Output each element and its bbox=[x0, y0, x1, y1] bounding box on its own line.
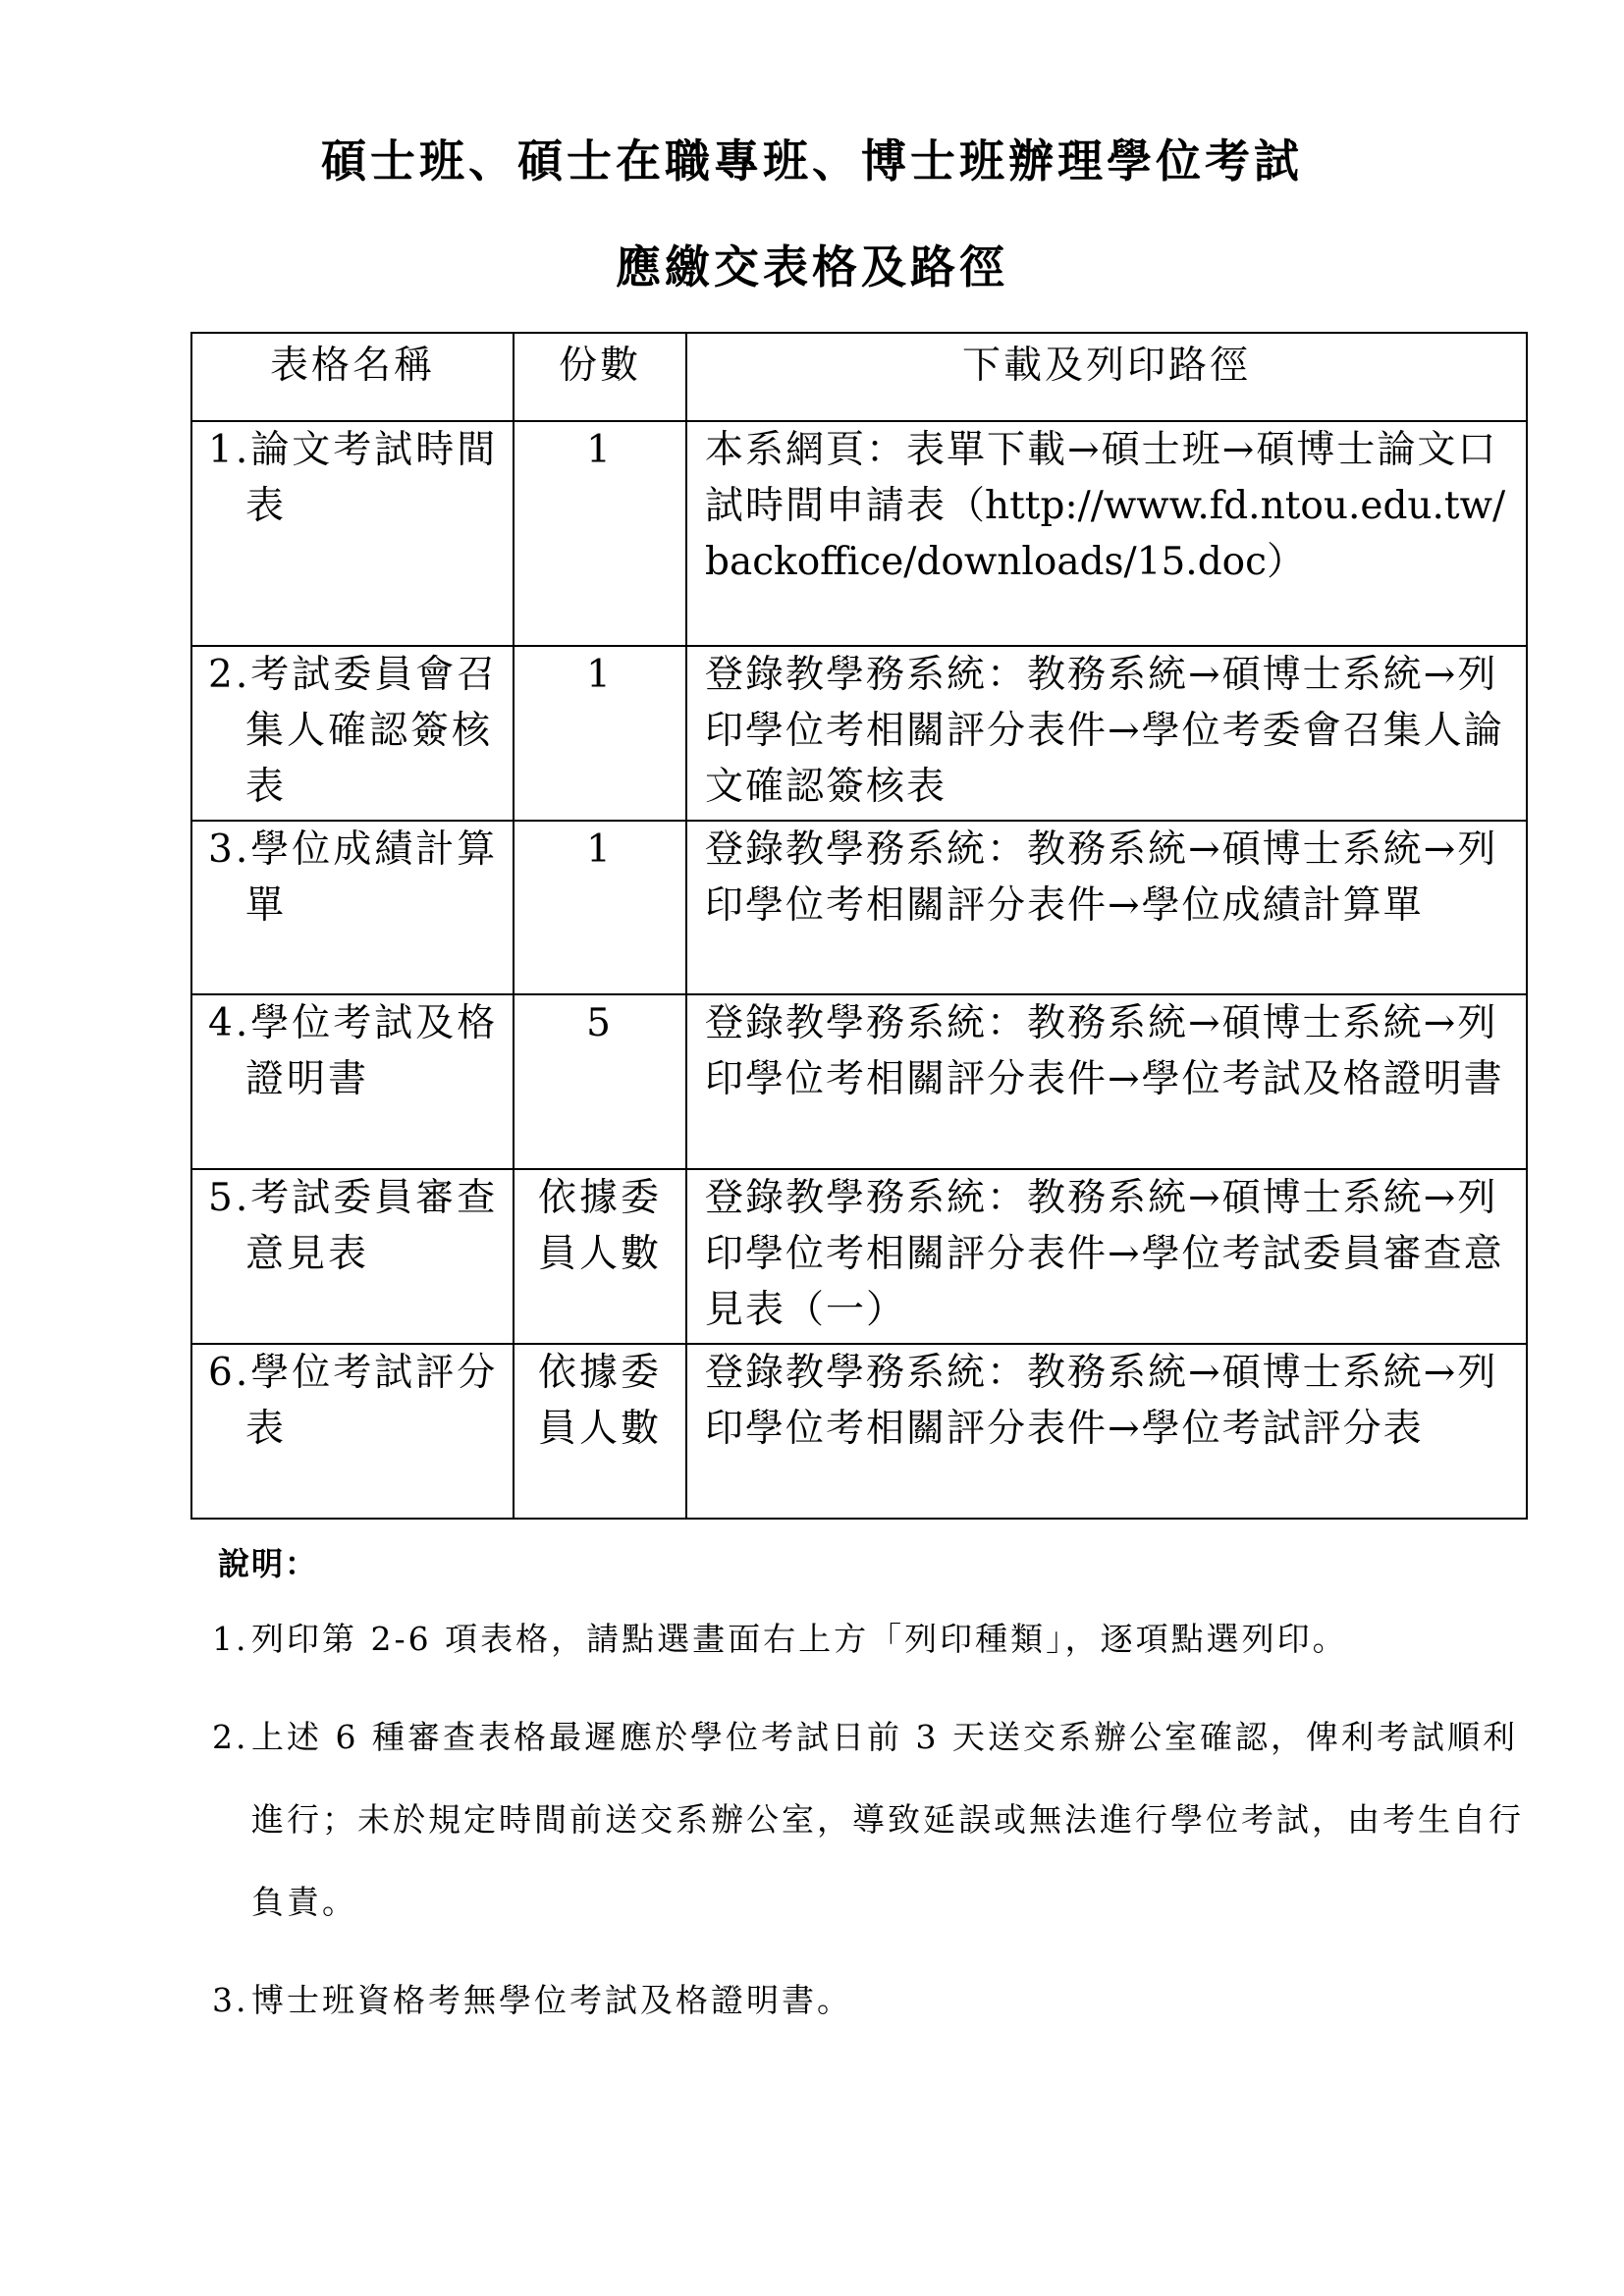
header-form-name: 表格名稱 bbox=[191, 333, 514, 421]
table-row bbox=[191, 1169, 1527, 1344]
form-name-cell bbox=[191, 821, 514, 994]
download-url: （http://www.fd.ntou.edu.tw/backoffice/downloads/15.doc） bbox=[705, 484, 1506, 584]
note-text: 上述 6 種審查表格最遲應於學位考試日前 3 天送交系辦公室確認，俾利考試順利進行；未於規定時間前送交系辦公室，導致延誤或無法進行學位考試，由考生自行負責。 bbox=[251, 1718, 1524, 1921]
table-row bbox=[191, 821, 1527, 994]
copies-cell: 1 bbox=[514, 646, 686, 821]
form-name-cell bbox=[191, 1344, 514, 1519]
copies-cell: 5 bbox=[514, 994, 686, 1169]
notes-heading: 說明： bbox=[218, 1545, 319, 1582]
path-cell: 登錄教學務系統：教務系統→碩博士系統→列印學位考相關評分表件→學位考試及格證明書 bbox=[686, 994, 1527, 1169]
copies-cell: 依據委員人數 bbox=[514, 1169, 686, 1344]
path-cell: 登錄教學務系統：教務系統→碩博士系統→列印學位考相關評分表件→學位成績計算單 bbox=[686, 821, 1527, 994]
table-row bbox=[191, 646, 1527, 821]
note-number: 3. bbox=[212, 1981, 249, 2019]
document-subtitle: 應繳交表格及路徑 bbox=[616, 240, 1008, 294]
note-number: 1. bbox=[212, 1620, 249, 1658]
table-header-row bbox=[191, 333, 1527, 421]
form-name: 3.學位成績計算單 bbox=[208, 828, 499, 928]
form-name-cell bbox=[191, 994, 514, 1169]
note-text: 列印第 2-6 項表格，請點選畫面右上方「列印種類」，逐項點選列印。 bbox=[251, 1620, 1348, 1658]
path-text: 本系網頁：表單下載→碩士班→碩博士論文口試時間申請表 bbox=[705, 428, 1498, 528]
table-row bbox=[191, 1344, 1527, 1519]
note-item bbox=[212, 1610, 1528, 1681]
copies-cell: 依據委員人數 bbox=[514, 1344, 686, 1519]
form-name: 6.學位考試評分表 bbox=[208, 1351, 499, 1451]
document-title: 碩士班、碩士在職專班、博士班辦理學位考試 bbox=[321, 134, 1303, 187]
form-name: 1.論文考試時間表 bbox=[208, 428, 499, 528]
form-name: 5.考試委員審查意見表 bbox=[208, 1176, 499, 1276]
note-number: 2. bbox=[212, 1718, 249, 1756]
note-item bbox=[212, 1971, 1528, 2042]
path-cell: 登錄教學務系統：教務系統→碩博士系統→列印學位考相關評分表件→學位考委會召集人論文確認簽核表 bbox=[686, 646, 1527, 821]
form-name-cell bbox=[191, 646, 514, 821]
table-row bbox=[191, 421, 1527, 646]
copies-cell: 1 bbox=[514, 421, 686, 646]
header-download-path: 下載及列印路徑 bbox=[686, 333, 1527, 421]
note-text: 博士班資格考無學位考試及格證明書。 bbox=[251, 1981, 852, 2019]
form-name: 2.考試委員會召集人確認簽核表 bbox=[208, 653, 499, 809]
form-name: 4.學位考試及格證明書 bbox=[208, 1001, 499, 1101]
notes-list bbox=[212, 1610, 1528, 2069]
header-copies: 份數 bbox=[514, 333, 686, 421]
note-item bbox=[212, 1708, 1528, 1944]
path-cell bbox=[686, 421, 1527, 646]
form-name-cell bbox=[191, 421, 514, 646]
copies-cell: 1 bbox=[514, 821, 686, 994]
form-name-cell bbox=[191, 1169, 514, 1344]
forms-table bbox=[190, 332, 1528, 1520]
path-cell: 登錄教學務系統：教務系統→碩博士系統→列印學位考相關評分表件→學位考試委員審查意見表（一） bbox=[686, 1169, 1527, 1344]
path-cell: 登錄教學務系統：教務系統→碩博士系統→列印學位考相關評分表件→學位考試評分表 bbox=[686, 1344, 1527, 1519]
table-row bbox=[191, 994, 1527, 1169]
